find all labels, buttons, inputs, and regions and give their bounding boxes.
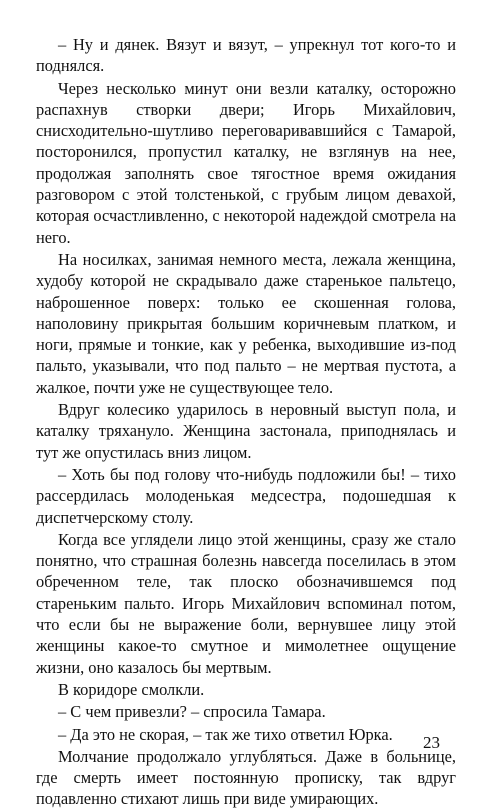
paragraph-6: Когда все углядели лицо этой женщины, сразу же стало понятно, что страшная болезнь навсегда поселилась в этом обреченном теле, так плоско обозначившемся под стареньким пальто. Игорь Михайлович вспоминал потом, что если бы не выражение боли, вернувшее лицу этой женщины какое-то смутное и мимолетнее ощущение жизни, оно казалось бы мертвым.: [36, 529, 456, 677]
paragraph-1: – Ну и дянек. Вязут и вязут, – упрекнул тот кого-то и поднялся.: [36, 35, 456, 76]
paragraph-8: – С чем привезли? – спросила Тамара.: [58, 702, 326, 722]
paragraph-7: В коридоре смолкли.: [58, 679, 205, 699]
paragraph-4: Вдруг колесико ударилось в неровный выступ пола, и каталку тряхануло. Женщина застонала, приподнялась и тут же опустилась вниз лицом.: [36, 400, 456, 462]
page-number: 23: [423, 733, 440, 752]
paragraph-3: На носилках, занимая немного места, лежала женщина, худобу которой не скрадывало даже старенькое пальтецо, наброшенное поверх: только ее скошенная голова, наполовину прикрытая большим коричневым платком, и ноги, прямые и тонкие, как у ребенка, выходившие из-под пальто, указывали, что под пальто – не мертвая пустота, а жалкое, почти уже не существующее тело.: [36, 249, 456, 397]
paragraph-9: – Да это не скорая, – так же тихо ответил Юрка.: [58, 724, 393, 744]
page-body: [36, 34, 456, 810]
paragraph-5: – Хоть бы под голову что-нибудь подложили бы! – тихо рассердилась молоденькая медсестра, подошедшая к диспетчерскому столу.: [36, 464, 456, 527]
paragraph-10: Молчание продолжало углубляться. Даже в больнице, где смерть имеет постоянную прописку, так вдруг подавленно стихают лишь при виде умирающих.: [36, 746, 456, 809]
paragraph-2: Через несколько минут они везли каталку, осторожно распахнув створки двери; Игорь Михайлович, снисходительно-шутливо переговаривавшийся с Тамарой, посторонился, пропустил каталку, не взглянув на нее, продолжая заполнять свое тягостное время ожидания разговором с этой толстенькой, с грубым лицом девахой, которая осчастливленно, с некоторой надеждой смотрела на него.: [36, 78, 456, 247]
